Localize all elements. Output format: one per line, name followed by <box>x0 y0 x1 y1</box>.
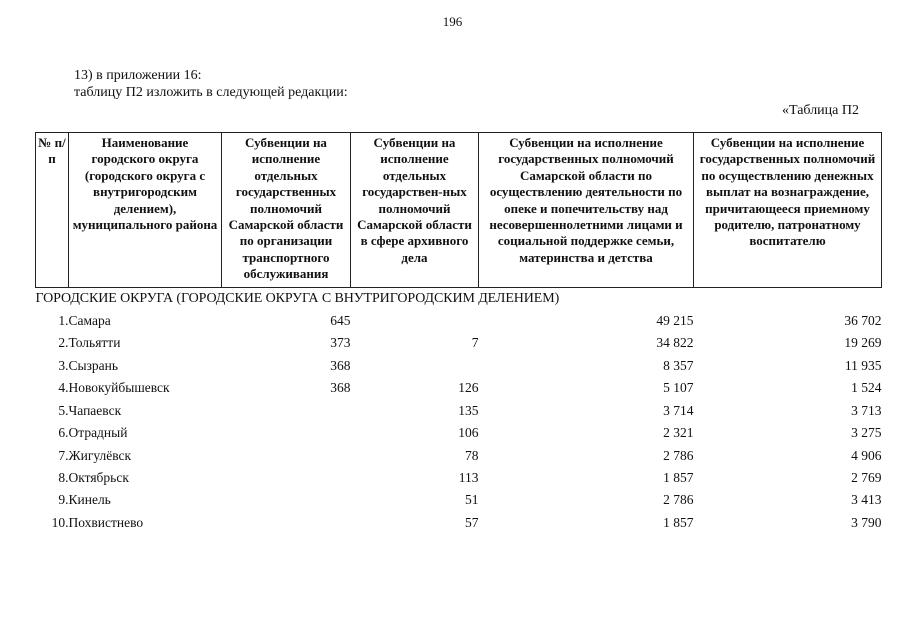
header-archive-subvention: Субвенции на исполнение отдельных государствен-ных полномочий Самарской области в сфере архивного дела <box>351 133 479 288</box>
guardianship-value: 8 357 <box>663 357 694 373</box>
table-row <box>36 422 882 444</box>
guardianship-value: 2 786 <box>663 492 694 508</box>
row-number: 2. <box>58 335 69 351</box>
district-name: Кинель <box>68 492 111 508</box>
row-number: 10. <box>51 514 69 530</box>
row-number: 3. <box>58 357 69 373</box>
header-foster-payments-subvention: Субвенции на исполнение государственных полномочий по осуществлению денежных выплат на вознаграждение, причитающееся приемному родителю, патронатному воспитателю <box>694 133 882 288</box>
section-row <box>36 287 882 310</box>
archive-value: 78 <box>465 447 479 463</box>
table-row <box>36 377 882 399</box>
subventions-table <box>35 132 882 534</box>
district-name: Самара <box>68 313 111 329</box>
table-row <box>36 332 882 354</box>
guardianship-value: 5 107 <box>663 380 694 396</box>
table-row <box>36 489 882 511</box>
table-header-row <box>36 133 882 288</box>
row-number: 7. <box>58 447 69 463</box>
transport-value <box>222 489 351 511</box>
page-number: 196 <box>442 14 463 29</box>
guardianship-value: 2 786 <box>663 447 694 463</box>
table-caption: «Таблица П2 <box>782 103 859 118</box>
transport-value: 368 <box>330 380 351 396</box>
archive-value: 126 <box>458 380 479 396</box>
row-number: 8. <box>58 469 69 485</box>
header-transport-subvention: Субвенции на исполнение отдельных государственных полномочий Самарской области по организации транспортного обслуживания <box>222 133 351 288</box>
section-title: ГОРОДСКИЕ ОКРУГА (ГОРОДСКИЕ ОКРУГА С ВНУТРИГОРОДСКИМ ДЕЛЕНИЕМ) <box>35 290 560 306</box>
foster-payments-value: 19 269 <box>844 335 882 351</box>
foster-payments-value: 11 935 <box>844 357 882 373</box>
archive-value: 7 <box>471 335 479 351</box>
district-name: Октябрьск <box>68 469 129 485</box>
district-name: Тольятти <box>68 335 121 351</box>
header-number: № п/п <box>36 133 69 288</box>
foster-payments-value: 3 790 <box>851 514 882 530</box>
table-row <box>36 310 882 332</box>
guardianship-value: 2 321 <box>663 425 694 441</box>
foster-payments-value: 2 769 <box>851 469 882 485</box>
table-row <box>36 467 882 489</box>
row-number: 1. <box>58 313 69 329</box>
row-number: 5. <box>58 402 69 418</box>
transport-value <box>222 445 351 467</box>
district-name: Жигулёвск <box>68 447 132 463</box>
header-guardianship-subvention: Субвенции на исполнение государственных полномочий Самарской области по осуществлению деятельности по опеке и попечительству над несовершеннолетними лицами и социальной поддержке семьи, материнства и детства <box>479 133 694 288</box>
row-number: 6. <box>58 425 69 441</box>
archive-value: 135 <box>458 402 479 418</box>
district-name: Сызрань <box>68 357 119 373</box>
foster-payments-value: 3 275 <box>851 425 882 441</box>
archive-value <box>351 310 479 332</box>
archive-value <box>351 355 479 377</box>
foster-payments-value: 36 702 <box>844 313 882 329</box>
amendment-instruction: таблицу П2 изложить в следующей редакции: <box>74 85 348 100</box>
foster-payments-value: 1 524 <box>851 380 882 396</box>
transport-value <box>222 400 351 422</box>
archive-value: 113 <box>458 469 479 485</box>
foster-payments-value: 4 906 <box>851 447 882 463</box>
transport-value <box>222 422 351 444</box>
table-row <box>36 400 882 422</box>
district-name: Отрадный <box>68 425 128 441</box>
archive-value: 106 <box>458 425 479 441</box>
foster-payments-value: 3 413 <box>851 492 882 508</box>
table-row <box>36 512 882 534</box>
foster-payments-value: 3 713 <box>851 402 882 418</box>
transport-value: 645 <box>330 313 351 329</box>
transport-value: 373 <box>330 335 351 351</box>
district-name: Чапаевск <box>68 402 122 418</box>
guardianship-value: 3 714 <box>663 402 694 418</box>
archive-value: 51 <box>465 492 479 508</box>
district-name: Новокуйбышевск <box>68 380 170 396</box>
guardianship-value: 34 822 <box>656 335 694 351</box>
amendment-item: 13) в приложении 16: <box>74 68 202 83</box>
guardianship-value: 1 857 <box>663 514 694 530</box>
header-district-name: Наименование городского округа (городского округа с внутригородским делением), муниципального района <box>69 133 222 288</box>
transport-value: 368 <box>330 357 351 373</box>
transport-value <box>222 467 351 489</box>
row-number: 4. <box>58 380 69 396</box>
transport-value <box>222 512 351 534</box>
guardianship-value: 1 857 <box>663 469 694 485</box>
archive-value: 57 <box>465 514 479 530</box>
district-name: Похвистнево <box>68 514 144 530</box>
guardianship-value: 49 215 <box>656 313 694 329</box>
table-row <box>36 445 882 467</box>
table-row <box>36 355 882 377</box>
row-number: 9. <box>58 492 69 508</box>
